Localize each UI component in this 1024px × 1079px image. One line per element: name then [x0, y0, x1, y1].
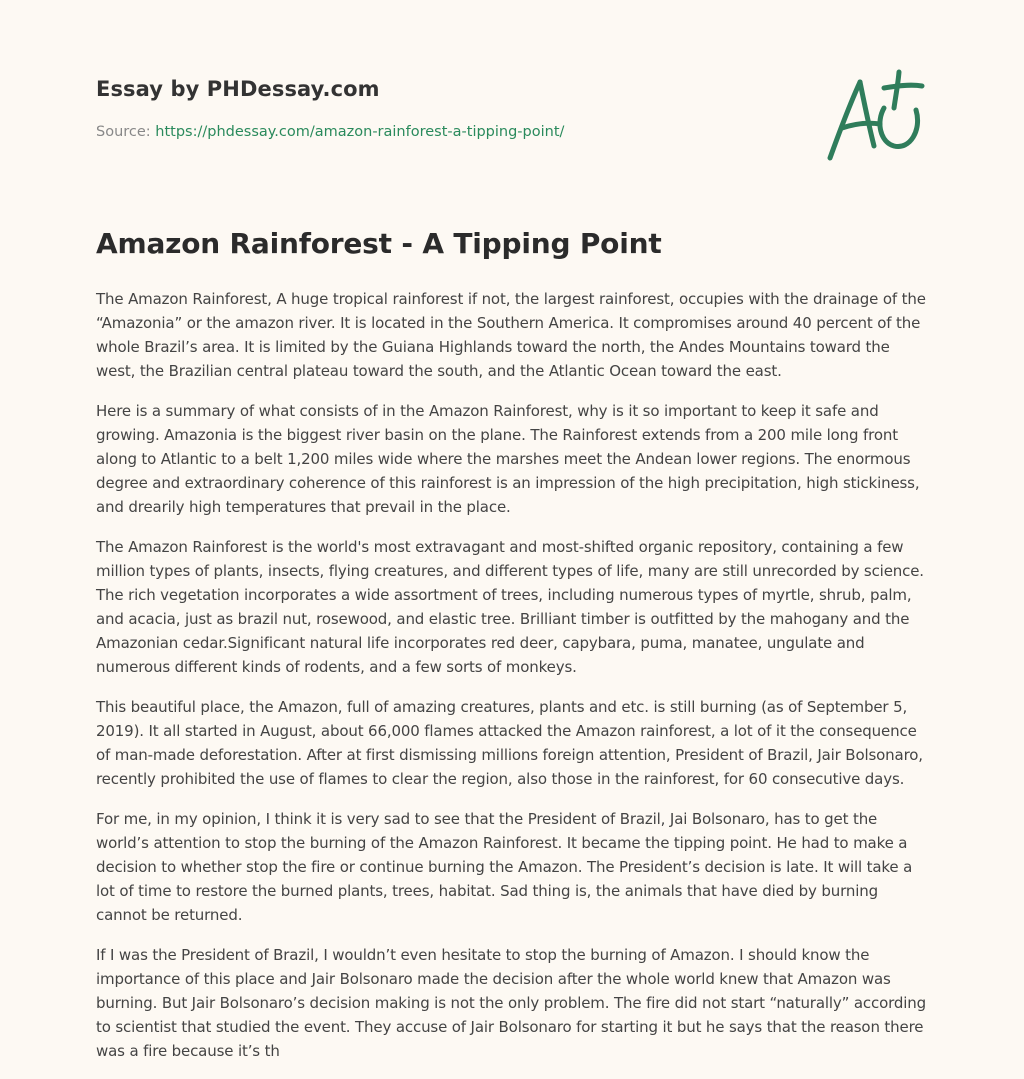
essay-paragraph: This beautiful place, the Amazon, full of amazing creatures, plants and etc. is still burning (as of September 5, 2019). It all started in August, about 66,000 flames attacked the Amazon rainforest, a lot of it the consequence of man-made deforestation. After at first dismissing millions foreign attention, President of Brazil, Jair Bolsonaro, recently prohibited the use of flames to clear the region, also those in the rainforest, for 60 consecutive days. — [96, 698, 923, 788]
essay-title: Amazon Rainforest - A Tipping Point — [96, 227, 662, 260]
essay-paragraph: The Amazon Rainforest, A huge tropical rainforest if not, the largest rainforest, occupies with the drainage of the “Amazonia” or the amazon river. It is located in the Southern America. It compromises around 40 percent of the whole Brazil’s area. It is limited by the Guiana Highlands toward the north, the Andes Mountains toward the west, the Brazilian central plateau toward the south, and the Atlantic Ocean toward the east. — [96, 290, 926, 380]
site-brand: Essay by PHDessay.com — [96, 77, 380, 101]
essay-paragraph: For me, in my opinion, I think it is very sad to see that the President of Brazil, Jai Bolsonaro, has to get the world’s attention to stop the burning of the Amazon Rainforest. It became the tipping point. He had to make a decision to whether stop the fire or continue burning the Amazon. The President’s decision is late. It will take a lot of time to restore the burned plants, trees, habitat. Sad thing is, the animals that have died by burning cannot be returned. — [96, 810, 913, 924]
a-plus-icon — [822, 66, 930, 166]
source-line — [96, 124, 564, 140]
source-link[interactable]: https://phdessay.com/amazon-rainforest-a-tipping-point/ — [155, 124, 565, 140]
source-label: Source: — [96, 124, 151, 140]
essay-body — [96, 287, 926, 1079]
essay-paragraph: Here is a summary of what consists of in the Amazon Rainforest, why is it so important to keep it safe and growing. Amazonia is the biggest river basin on the plane. The Rainforest extends from a 200 mile long front along to Atlantic to a belt 1,200 miles wide where the marshes meet the Andean lower regions. The enormous degree and extraordinary coherence of this rainforest is an impression of the high precipitation, high stickiness, and drearily high temperatures that prevail in the place. — [96, 402, 920, 516]
essay-paragraph: The Amazon Rainforest is the world's most extravagant and most-shifted organic repository, containing a few million types of plants, insects, flying creatures, and different types of life, many are still unrecorded by science. The rich vegetation incorporates a wide assortment of trees, including numerous types of myrtle, shrub, palm, and acacia, just as brazil nut, rosewood, and elastic tree. Brilliant timber is outfitted by the mahogany and the Amazonian cedar.Significant natural life incorporates red deer, capybara, puma, manatee, ungulate and numerous different kinds of rodents, and a few sorts of monkeys. — [96, 538, 924, 676]
essay-paragraph: If I was the President of Brazil, I wouldn’t even hesitate to stop the burning of Amazon. I should know the importance of this place and Jair Bolsonaro made the decision after the whole world knew that Amazon was burning. But Jair Bolsonaro’s decision making is not the only problem. The fire did not start “naturally” according to scientist that studied the event. They accuse of Jair Bolsonaro for starting it but he says that the reason there was a fire because it’s th — [96, 946, 926, 1060]
